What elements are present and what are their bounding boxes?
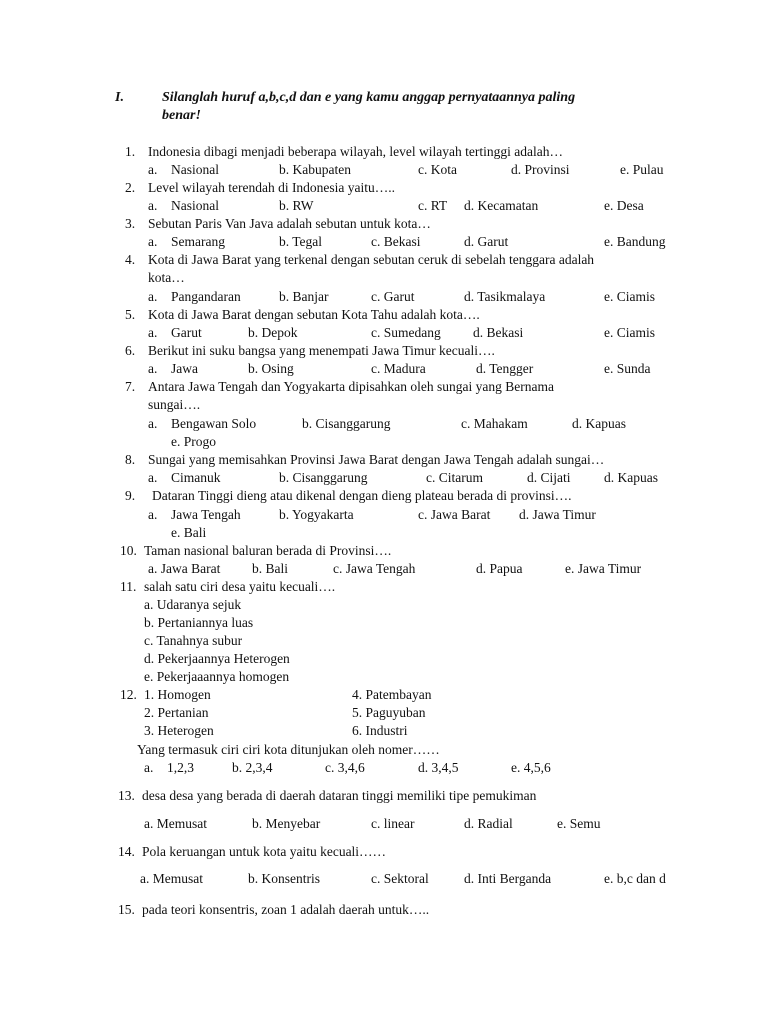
- option: b. Konsentris: [248, 871, 320, 886]
- question-text: Antara Jawa Tengah dan Yogyakarta dipisahkan oleh sungai yang Bernama: [148, 379, 554, 394]
- option-letter: a.: [148, 162, 158, 177]
- statement-item: 5. Paguyuban: [352, 705, 426, 720]
- option: b. Tegal: [279, 234, 323, 249]
- question-number: 15.: [118, 902, 135, 917]
- option: d. Jawa Timur: [519, 507, 596, 522]
- option: e. Bali: [171, 525, 207, 540]
- option: c. Jawa Tengah: [333, 561, 416, 576]
- option: b. Osing: [248, 361, 294, 376]
- question-number: 13.: [118, 788, 135, 803]
- option: e. Pekerjaaannya homogen: [144, 669, 290, 684]
- option: d. Kapuas: [604, 470, 658, 485]
- option: a. Memusat: [140, 871, 203, 886]
- statement-item: 1. Homogen: [144, 687, 211, 702]
- statement-item: 3. Heterogen: [144, 723, 214, 738]
- option: d. Bekasi: [473, 325, 524, 340]
- question-text: Sebutan Paris Van Java adalah sebutan untuk kota…: [148, 216, 431, 231]
- option: 1,2,3: [167, 760, 194, 775]
- option: d. Pekerjaannya Heterogen: [144, 651, 290, 666]
- option: c. Sektoral: [371, 871, 429, 886]
- question-text-cont: sungai….: [148, 397, 201, 412]
- option: Garut: [171, 325, 202, 340]
- question-number: 11.: [120, 579, 137, 594]
- option: Semarang: [171, 234, 225, 249]
- option: b. Depok: [248, 325, 298, 340]
- option: b. Cisanggarung: [302, 416, 391, 431]
- question-number: 5.: [125, 307, 136, 322]
- question-text: Dataran Tinggi dieng atau dikenal dengan dieng plateau berada di provinsi….: [152, 488, 572, 503]
- question-number: 14.: [118, 844, 135, 859]
- option: e. Sunda: [604, 361, 651, 376]
- question-number: 4.: [125, 252, 136, 267]
- option: b. Kabupaten: [279, 162, 351, 177]
- option-letter: a.: [144, 760, 154, 775]
- section-number: I.: [115, 90, 124, 105]
- option-letter: a.: [148, 198, 158, 213]
- question-text: Kota di Jawa Barat yang terkenal dengan sebutan ceruk di sebelah tenggara adalah: [148, 252, 595, 267]
- question-text: Yang termasuk ciri ciri kota ditunjukan oleh nomer……: [137, 742, 440, 757]
- statement-item: 4. Patembayan: [352, 687, 432, 702]
- option: b. RW: [279, 198, 314, 213]
- option: d. Cijati: [527, 470, 571, 485]
- question-text: Kota di Jawa Barat dengan sebutan Kota Tahu adalah kota….: [148, 307, 480, 322]
- option: b. Pertaniannya luas: [144, 615, 254, 630]
- option: d. Kapuas: [572, 416, 626, 431]
- option: e. Progo: [171, 434, 216, 449]
- question-text: Pola keruangan untuk kota yaitu kecuali……: [142, 844, 387, 859]
- option: e. Jawa Timur: [565, 561, 642, 576]
- question-number: 3.: [125, 216, 136, 231]
- option: c. Citarum: [426, 470, 483, 485]
- option: c. Mahakam: [461, 416, 528, 431]
- option: c. 3,4,6: [325, 760, 365, 775]
- question-text-cont: kota…: [148, 270, 185, 285]
- question-number: 1.: [125, 144, 136, 159]
- option: d. Tengger: [476, 361, 534, 376]
- option: a. Memusat: [144, 816, 207, 831]
- option: d. Radial: [464, 816, 513, 831]
- option: c. RT: [418, 198, 448, 213]
- option: c. linear: [371, 816, 415, 831]
- option: e. Pulau: [620, 162, 664, 177]
- question-text: salah satu ciri desa yaitu kecuali….: [144, 579, 336, 594]
- question-text: Sungai yang memisahkan Provinsi Jawa Barat dengan Jawa Tengah adalah sungai…: [148, 452, 605, 467]
- option: c. Madura: [371, 361, 426, 376]
- option: Nasional: [171, 162, 219, 177]
- option: Nasional: [171, 198, 219, 213]
- option-letter: a.: [148, 416, 158, 431]
- option: a. Jawa Barat: [148, 561, 221, 576]
- option-letter: a.: [148, 289, 158, 304]
- option: e. 4,5,6: [511, 760, 551, 775]
- option: Bengawan Solo: [171, 416, 257, 431]
- question-text: Taman nasional baluran berada di Provinsi….: [144, 543, 392, 558]
- option: e. Ciamis: [604, 289, 655, 304]
- question-text: Berikut ini suku bangsa yang menempati Jawa Timur kecuali….: [148, 343, 495, 358]
- question-text: Indonesia dibagi menjadi beberapa wilayah, level wilayah tertinggi adalah…: [148, 144, 563, 159]
- option: c. Kota: [418, 162, 457, 177]
- option: c. Jawa Barat: [418, 507, 491, 522]
- question-number: 7.: [125, 379, 136, 394]
- question-text: desa desa yang berada di daerah dataran tinggi memiliki tipe pemukiman: [142, 788, 537, 803]
- option: e. b,c dan d: [604, 871, 666, 886]
- option: b. 2,3,4: [232, 760, 273, 775]
- option: d. Papua: [476, 561, 523, 576]
- option: e. Bandung: [604, 234, 666, 249]
- option: Pangandaran: [171, 289, 241, 304]
- option: b. Bali: [252, 561, 288, 576]
- question-number: 8.: [125, 452, 136, 467]
- statement-item: 6. Industri: [352, 723, 408, 738]
- option-letter: a.: [148, 234, 158, 249]
- question-number: 2.: [125, 180, 136, 195]
- option: a. Udaranya sejuk: [144, 597, 242, 612]
- option: e. Semu: [557, 816, 601, 831]
- option: c. Bekasi: [371, 234, 421, 249]
- question-text: Level wilayah terendah di Indonesia yaitu…..: [148, 180, 396, 195]
- question-number: 9.: [125, 488, 136, 503]
- option: d. Kecamatan: [464, 198, 539, 213]
- question-number: 10.: [120, 543, 137, 558]
- option: b. Cisanggarung: [279, 470, 368, 485]
- option-letter: a.: [148, 361, 158, 376]
- option: Jawa: [171, 361, 198, 376]
- option: b. Yogyakarta: [279, 507, 354, 522]
- option: d. Provinsi: [511, 162, 570, 177]
- section-instruction: Silanglah huruf a,b,c,d dan e yang kamu anggap pernyataannya paling: [162, 90, 576, 105]
- option: Jawa Tengah: [171, 507, 241, 522]
- option: e. Ciamis: [604, 325, 655, 340]
- section-instruction-cont: benar!: [162, 108, 201, 123]
- option: c. Garut: [371, 289, 415, 304]
- option: d. Inti Berganda: [464, 871, 552, 886]
- option: d. 3,4,5: [418, 760, 459, 775]
- option: b. Menyebar: [252, 816, 321, 831]
- option: d. Garut: [464, 234, 509, 249]
- option: c. Tanahnya subur: [144, 633, 243, 648]
- option-letter: a.: [148, 507, 158, 522]
- option: c. Sumedang: [371, 325, 441, 340]
- option: b. Banjar: [279, 289, 329, 304]
- question-text: pada teori konsentris, zoan 1 adalah daerah untuk…..: [142, 902, 430, 917]
- option-letter: a.: [148, 470, 158, 485]
- question-number: 12.: [120, 687, 137, 702]
- question-number: 6.: [125, 343, 136, 358]
- option: Cimanuk: [171, 470, 221, 485]
- statement-item: 2. Pertanian: [144, 705, 209, 720]
- option: d. Tasikmalaya: [464, 289, 546, 304]
- option-letter: a.: [148, 325, 158, 340]
- option: e. Desa: [604, 198, 644, 213]
